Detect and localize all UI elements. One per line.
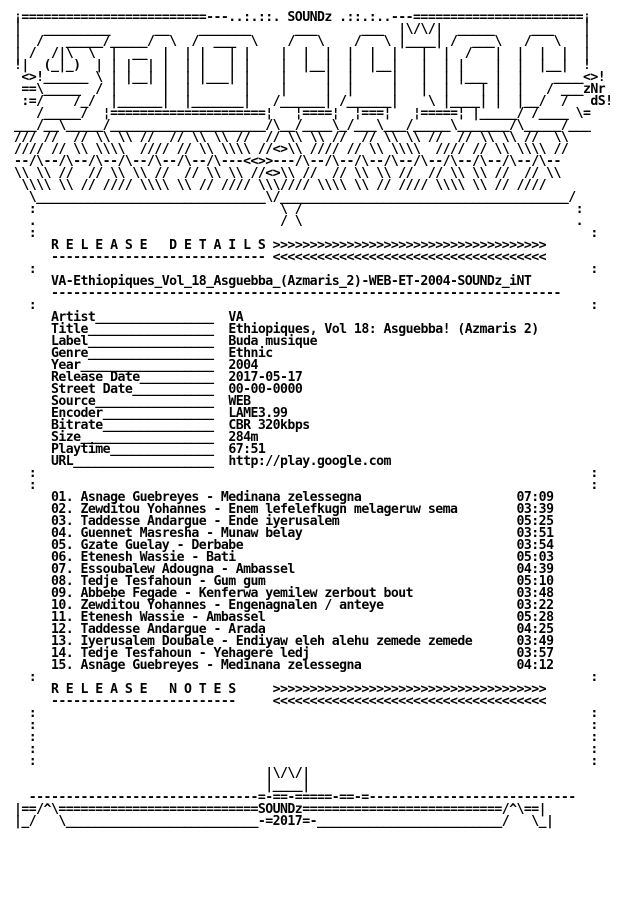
header-art-text: :=/ /_/ |______| |_______| /______| /______| \ |____| | |__/ / dS! (14, 94, 613, 109)
blank-line: : : (14, 706, 598, 721)
detail-label: Title (50, 322, 88, 337)
track-number: 02. (50, 502, 74, 517)
detail-row: Year__________________ 2004 (50, 358, 258, 373)
crown-base-icon: |____| (265, 778, 310, 793)
detail-row: Playtime______________ 67:51 (50, 442, 266, 457)
blank-line: : : (14, 466, 598, 481)
detail-row: Bitrate_______________ CBR 320kbps (50, 418, 310, 433)
track-number: 04. (50, 526, 74, 541)
footer-year-line: |_/ \__________________________-=2017=-_________________________/ \_| (14, 814, 554, 829)
blank-line: : : (14, 298, 598, 313)
detail-value: Ethiopiques, Vol 18: Asguebba! (Azmaris 2) (228, 322, 539, 337)
heading-arrows-right: >>>>>>>>>>>>>>>>>>>>>>>>>>>>>>>>>>>>> (272, 682, 547, 697)
detail-value: 2017-05-17 (228, 370, 303, 385)
track-time: 03:54 (516, 538, 554, 553)
track-number: 09. (50, 586, 74, 601)
nfo-document (14, 12, 613, 828)
track-time: 03:48 (516, 586, 554, 601)
release-name: VA-Ethiopiques_Vol_18_Asguebba_(Azmaris_2)-WEB-ET-2004-SOUNDz_iNT (50, 274, 532, 289)
detail-row: Artist________________ VA (50, 310, 244, 325)
track-time: 05:10 (516, 574, 554, 589)
header-art-text: \\\\ \\ // //// \\\\ \\ // //// \\\//// \\\\ \\ // //// \\\\ \\ // //// (14, 178, 547, 193)
detail-label: Year (50, 358, 81, 373)
header-art-text: //// // \\ \\\\ //// // \\ \\\\ //<>\\ //// // \\ \\\\ //// // \\ \\\\ // (14, 142, 569, 157)
detail-row: Label_________________ Buda musique (50, 334, 317, 349)
track-title: Asnage Guebreyes - Medinana zelessegna (80, 658, 362, 673)
detail-value: LAME3.99 (228, 406, 288, 421)
header-art-text: !| (_|_) | | | | | | | | | | |__| | |__| | | | | | |__| ! (14, 58, 591, 73)
track-title: Essoubalew Adougna - Ambassel (80, 562, 295, 577)
track-title: Zewditou Yohannes - Enem lefelefkugn melageruw sema (80, 502, 458, 517)
track-number: 13. (50, 634, 74, 649)
section-underline: ------------------------- <<<<<<<<<<<<<<<<<<<<<<<<<<<<<<<<<<<<< (14, 694, 547, 709)
detail-label: Playtime (50, 442, 111, 457)
track-time: 03:49 (516, 634, 554, 649)
header-art-text: /_____/ ¦=====================¦ ¦====¦ ¦===¦ ¦=====¦ |_____/ /____ \= (14, 106, 591, 121)
heading-arrows-left: <<<<<<<<<<<<<<<<<<<<<<<<<<<<<<<<<<<<< (272, 694, 547, 709)
detail-label: Street Date (50, 382, 133, 397)
track-title: Guennet Masresha - Munaw belay (80, 526, 303, 541)
track-title: Zewditou Yohannes - Engenagnalen / anteye (80, 598, 384, 613)
blank-line: : : (14, 742, 598, 757)
track-time: 03:57 (516, 646, 554, 661)
detail-value: 284m (228, 430, 258, 445)
header-art-text: ¡=========================---..:.::. SOUNDz .::.:..---=======================¡ (14, 10, 591, 25)
detail-value: Ethnic (228, 346, 273, 361)
track-title: Asnage Guebreyes - Medinana zelessegna (80, 490, 362, 505)
track-number: 06. (50, 550, 74, 565)
header-art-text: | / _____/_____/ \ / ___ \ / \ / \ |____| / ___\ / \ | (14, 34, 591, 49)
detail-label: Genre (50, 346, 88, 361)
track-title: Etenesh Wassie - Ambassel (80, 610, 266, 625)
footer-rule: -------------------------------=-==-=====-==-=---------------------------- (14, 790, 576, 805)
header-art-text: \\ \\ // // \\ \\ // // \\ \\ //<>\\ // // \\ \\ // // \\ \\ // // \\ (14, 166, 561, 181)
blank-line: : : (14, 670, 598, 685)
footer-group-line: |==/^\===========================SOUNDz===========================/^\==| (14, 802, 547, 817)
header-art-text: : \ / : (14, 202, 583, 217)
track-title: Tedje Tesfahoun - Yehagere ledj (80, 646, 310, 661)
detail-value: http://play.google.com (228, 454, 391, 469)
detail-value: 67:51 (228, 442, 266, 457)
detail-row: Genre_________________ Ethnic (50, 346, 273, 361)
track-title: Iyerusalem Doubale - Endiyaw eleh alehu zemede zemede (80, 634, 473, 649)
detail-label: Source (50, 394, 96, 409)
track-time: 05:28 (516, 610, 554, 625)
track-time: 07:09 (516, 490, 554, 505)
release-notes-heading: R E L E A S E N O T E S (50, 682, 236, 697)
track-number: 01. (50, 490, 74, 505)
header-art-text: | _________ __ _______ ___ ___ |\/\/| _____ ___ | (14, 22, 591, 37)
track-time: 05:25 (516, 514, 554, 529)
track-number: 05. (50, 538, 74, 553)
detail-row: Source________________ WEB (50, 394, 251, 409)
blank-line: : : (14, 262, 598, 277)
track-time: 05:03 (516, 550, 554, 565)
detail-row: Street Date___________ 00-00-0000 (50, 382, 303, 397)
track-title: Etenesh Wassie - Bati (80, 550, 236, 565)
detail-value: 00-00-0000 (228, 382, 303, 397)
detail-value: CBR 320kbps (228, 418, 310, 433)
header-art-text: ==\_____ / | | | | | | | | | | | | | / ___zNr (14, 82, 606, 97)
detail-row: Size__________________ 284m (50, 430, 258, 445)
track-number: 14. (50, 646, 74, 661)
header-art-text: | / /|\ \ | __ | | | | | | | | | | | | | / | | | | | (14, 46, 591, 61)
detail-label: Bitrate (50, 418, 103, 433)
detail-row: Title_________________ Ethiopiques, Vol 18: Asguebba! (Azmaris 2) (50, 322, 539, 337)
footer-year: 2017 (272, 814, 303, 829)
header-art-text: \_______________________________\/_______________________________________/ (14, 190, 576, 205)
blank-line: : : (14, 478, 598, 493)
detail-label: Release Date (50, 370, 140, 385)
detail-row: Release Date__________ 2017-05-17 (50, 370, 303, 385)
detail-value: VA (228, 310, 244, 325)
track-number: 12. (50, 622, 74, 637)
header-art-text: --/\--/\--/\--/\--/\--/\--/\---<<>>---/\--/\--/\--/\--/\--/\--/\--/\--/\-- (14, 154, 561, 169)
detail-label: Encoder (50, 406, 103, 421)
track-number: 10. (50, 598, 74, 613)
heading-arrows-left: <<<<<<<<<<<<<<<<<<<<<<<<<<<<<<<<<<<<< (272, 250, 547, 265)
track-time: 03:39 (516, 502, 554, 517)
header-art-text: ___/__\_____/_____________________/\__/____\_/___\___/_____\_______/\_____/___ (14, 118, 591, 133)
release-details-heading: R E L E A S E D E T A I L S (50, 238, 266, 253)
track-title: Tedje Tesfahoun - Gum gum (80, 574, 266, 589)
track-time: 04:25 (516, 622, 554, 637)
track-title: Taddesse Andargue - Arada (80, 622, 266, 637)
detail-row: URL___________________ http://play.google.com (50, 454, 391, 469)
track-number: 07. (50, 562, 74, 577)
section-underline: ----------------------------- <<<<<<<<<<<<<<<<<<<<<<<<<<<<<<<<<<<<< (14, 250, 547, 265)
track-number: 15. (50, 658, 74, 673)
track-time: 04:39 (516, 562, 554, 577)
header-art-text: <>!______ \ | |__| | | |___| | | | | | | | |___ | | ____<>! (14, 70, 606, 85)
detail-label: Size (50, 430, 81, 445)
blank-line: : : (14, 718, 598, 733)
header-art-text: /// // // \\ \\ // // \\ \\ // // \\ \\ // // \\ \\ // // \\ \\ // \\ (14, 130, 569, 145)
header-art-text: . / \ . (14, 214, 583, 229)
heading-arrows-right: >>>>>>>>>>>>>>>>>>>>>>>>>>>>>>>>>>>>> (272, 238, 547, 253)
track-time: 04:12 (516, 658, 554, 673)
blank-line: : : (14, 226, 598, 241)
track-title: Gzate Guelay - Derbabe (80, 538, 244, 553)
crown-icon: |\/\/| (265, 766, 310, 781)
track-time: 03:51 (516, 526, 554, 541)
detail-value: Buda musique (228, 334, 317, 349)
detail-value: WEB (228, 394, 251, 409)
track-title: Taddesse Andargue - Ende iyerusalem (80, 514, 340, 529)
track-title: Abbebe Fegade - Kenferwa yemilew zerbout bout (80, 586, 414, 601)
blank-line: : : (14, 754, 598, 769)
track-number: 11. (50, 610, 74, 625)
release-name-underline: --------------------------------------------------------------------- (14, 286, 561, 301)
detail-label: Label (50, 334, 88, 349)
track-time: 03:22 (516, 598, 554, 613)
footer-group: SOUNDz (257, 802, 303, 817)
detail-label: Artist (50, 310, 96, 325)
blank-line: : : (14, 730, 598, 745)
detail-row: Encoder_______________ LAME3.99 (50, 406, 288, 421)
track-number: 08. (50, 574, 74, 589)
detail-value: 2004 (228, 358, 258, 373)
track-number: 03. (50, 514, 74, 529)
detail-label: URL (50, 454, 74, 469)
